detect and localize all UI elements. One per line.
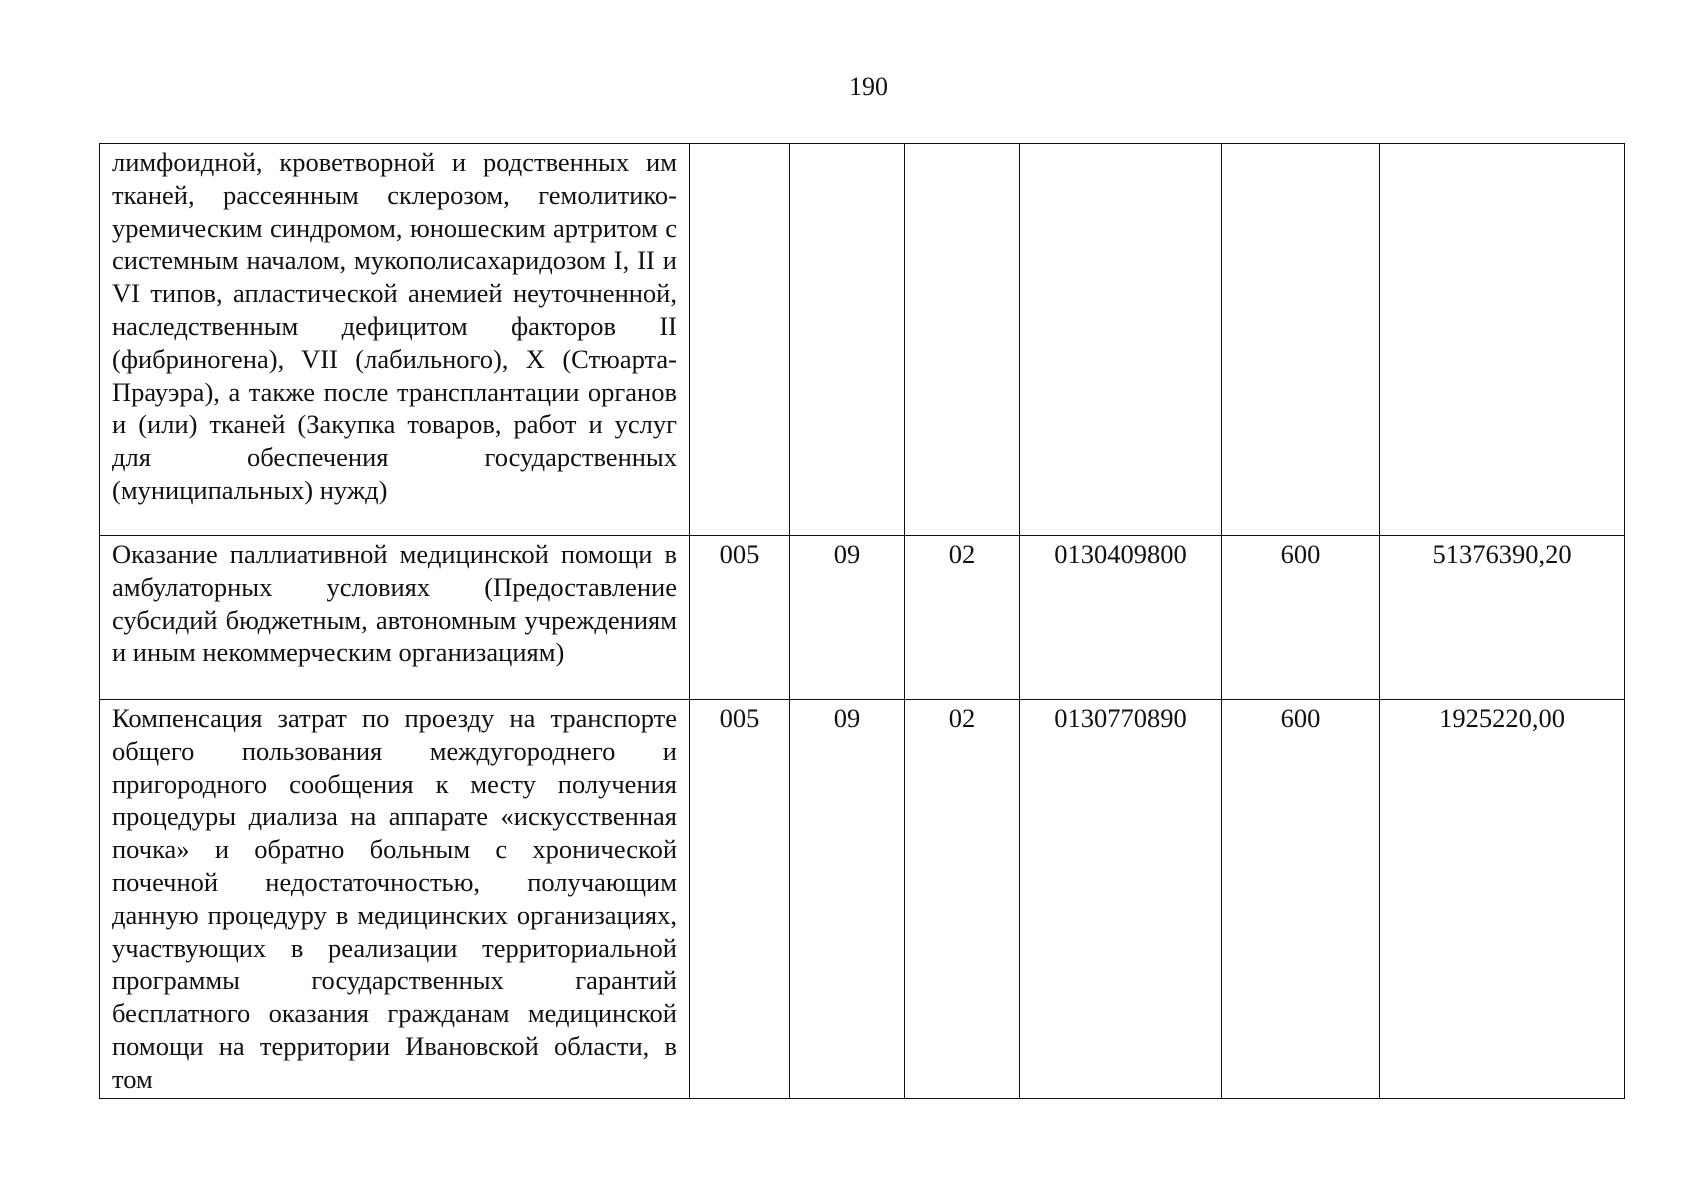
budget-table	[99, 143, 1625, 1099]
amount-cell	[1380, 144, 1625, 536]
target-article-cell: 0130770890	[1020, 700, 1222, 1099]
ministry-code-cell: 005	[690, 700, 790, 1099]
row-description: Компенсация затрат по проезду на транспорте общего пользования междугороднего и пригородного сообщения к месту получения процедуры диализа на аппарате «искусственная почка» и обратно больным с хронической почечной недостаточностью, получающим данную процедуру в медицинских организациях, участвующих в реализации территориальной программы государственных гарантий бесплатного оказания гражданам медицинской помощи на территории Ивановской области, в том	[112, 703, 677, 1094]
section-code-cell: 09	[790, 536, 905, 700]
ministry-code-cell: 005	[690, 536, 790, 700]
row-description-cell	[100, 144, 690, 536]
amount-cell: 1925220,00	[1380, 700, 1625, 1099]
section-code-cell	[790, 144, 905, 536]
row-description-cell	[100, 700, 690, 1099]
expense-type-cell	[1222, 144, 1380, 536]
subsection-code-cell: 02	[905, 536, 1020, 700]
target-article-cell: 0130409800	[1020, 536, 1222, 700]
row-description: Оказание паллиативной медицинской помощи в амбулаторных условиях (Предоставление субсидий бюджетным, автономным учреждениям и иным некоммерческим организациям)	[112, 539, 677, 668]
table-row	[100, 536, 1625, 700]
page-number: 190	[849, 72, 888, 101]
section-code-cell: 09	[790, 700, 905, 1099]
row-description-cell	[100, 536, 690, 700]
subsection-code-cell	[905, 144, 1020, 536]
amount-cell: 51376390,20	[1380, 536, 1625, 700]
subsection-code-cell: 02	[905, 700, 1020, 1099]
expense-type-cell: 600	[1222, 700, 1380, 1099]
row-description: лимфоидной, кроветворной и родственных им тканей, рассеянным склерозом, гемолитико-уремическим синдромом, юношеским артритом с системным началом, мукополисахаридозом I, II и VI типов, апластической анемией неуточненной, наследственным дефицитом факторов II (фибриногена), VII (лабильного), X (Стюарта-Прауэра), а также после трансплантации органов и (или) тканей (Закупка товаров, работ и услуг для обеспечения государственных (муниципальных) нужд)	[112, 147, 677, 505]
ministry-code-cell	[690, 144, 790, 536]
table-row	[100, 700, 1625, 1099]
target-article-cell	[1020, 144, 1222, 536]
table-row	[100, 144, 1625, 536]
expense-type-cell: 600	[1222, 536, 1380, 700]
